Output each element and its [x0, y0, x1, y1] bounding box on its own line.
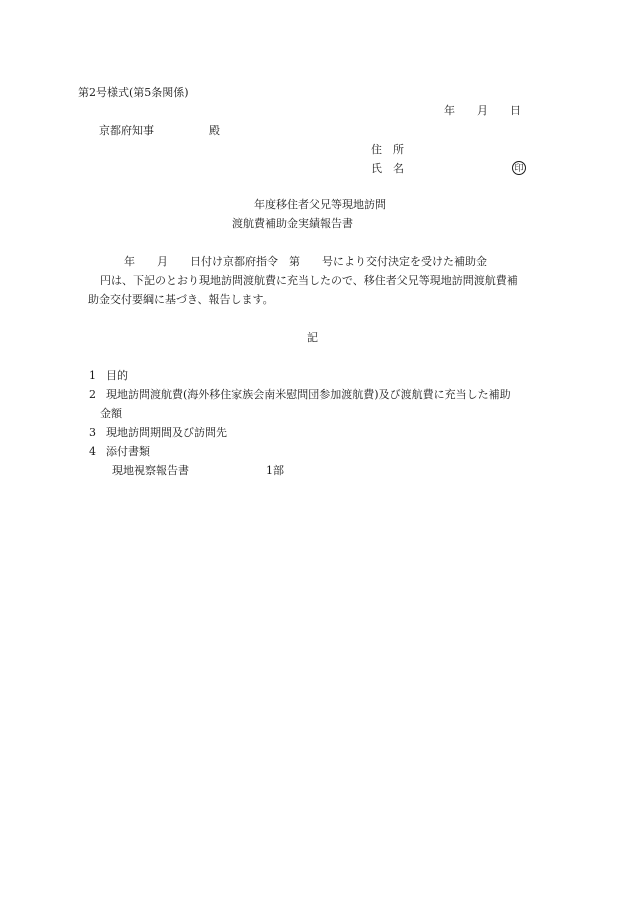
item-text: 添付書類 — [106, 445, 150, 458]
seal-mark: 印 — [512, 161, 526, 175]
body-line-3: 助金交付要綱に基づき、報告します。 — [88, 293, 274, 306]
item-number: 3 — [89, 426, 96, 439]
attachment-count: 1部 — [266, 464, 284, 477]
item-text: 現地訪問渡航費(海外移住家族会南米慰問団参加渡航費)及び渡航費に充当した補助 — [106, 388, 511, 401]
body-line-2: 円は、下記のとおり現地訪問渡航費に充当したので、移住者父兄等現地訪問渡航費補 — [100, 274, 518, 287]
item-number: 1 — [89, 369, 96, 382]
ki-heading: 記 — [307, 331, 318, 344]
item-text-continuation: 金額 — [100, 407, 122, 420]
form-label: 第2号様式(第5条関係) — [78, 86, 189, 99]
item-number: 2 — [89, 388, 96, 401]
addressee: 京都府知事 殿 — [99, 124, 220, 137]
item-text: 目的 — [106, 369, 128, 382]
address-label: 住 所 — [371, 143, 404, 156]
name-label: 氏 名 — [371, 162, 404, 175]
title-line-1: 年度移住者父兄等現地訪問 — [254, 198, 386, 211]
item-text: 現地訪問期間及び訪問先 — [106, 426, 227, 439]
title-line-2: 渡航費補助金実績報告書 — [232, 217, 353, 230]
attachment-name: 現地視察報告書 — [112, 464, 189, 477]
body-line-1: 年 月 日付け京都府指令 第 号により交付決定を受けた補助金 — [124, 255, 487, 268]
date-line: 年 月 日 — [444, 104, 521, 117]
item-number: 4 — [89, 445, 96, 458]
